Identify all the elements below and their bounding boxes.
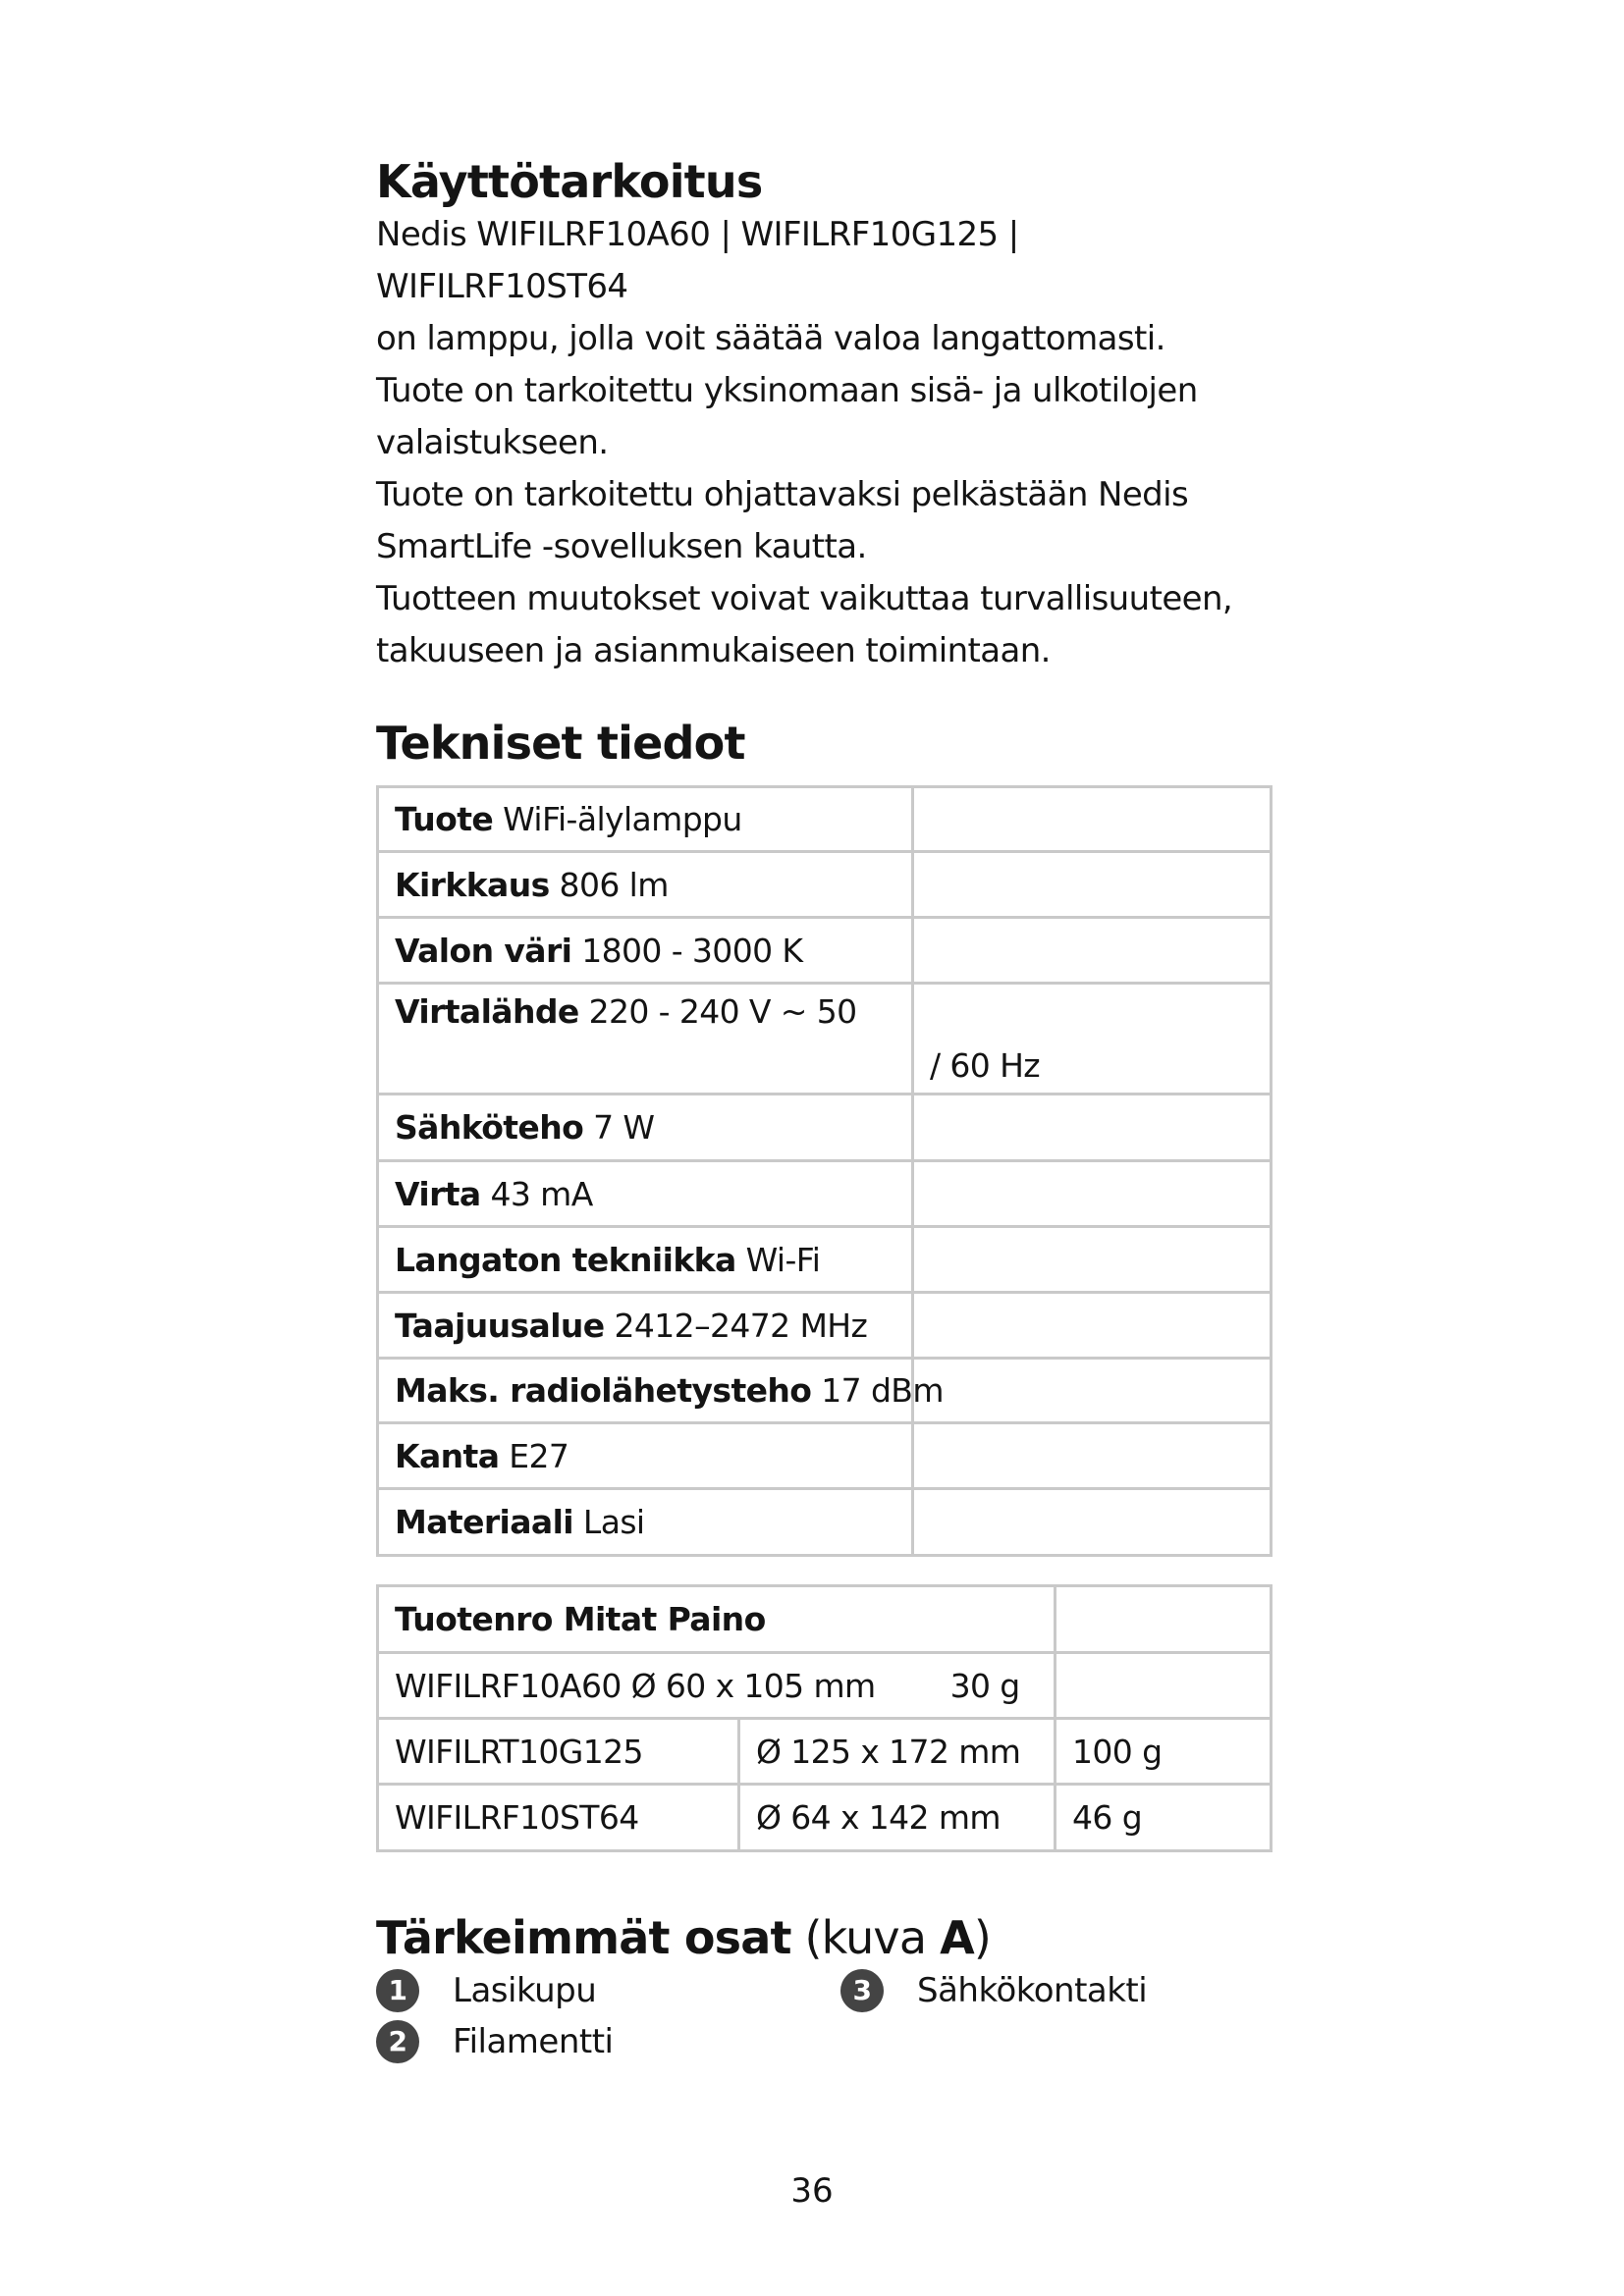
table-row xyxy=(378,1359,1272,1423)
table-row xyxy=(378,1095,1272,1161)
part-item xyxy=(840,1969,1147,2012)
spec-label: Virta xyxy=(395,1174,481,1213)
dimensions-table xyxy=(376,1584,1272,1852)
title-bold: Tärkeimmät osat xyxy=(376,1911,791,1965)
spec-extra xyxy=(913,1227,1272,1293)
spec-value: 17 dBm xyxy=(821,1371,944,1411)
dims-code-cell xyxy=(378,1653,1056,1719)
spec-extra xyxy=(913,1489,1272,1556)
spec-cell xyxy=(378,1489,913,1556)
spec-label: Sähköteho xyxy=(395,1108,584,1148)
spec-cell xyxy=(378,1095,913,1161)
text-line: valaistukseen. xyxy=(376,422,609,462)
text-line: on lamppu, jolla voit säätää valoa langattomasti. xyxy=(376,318,1165,358)
part-label: Lasikupu xyxy=(453,1970,597,2010)
table-row xyxy=(378,1227,1272,1293)
dims-weight: 30 g xyxy=(949,1666,1020,1705)
text-line: takuuseen ja asianmukaiseen toimintaan. xyxy=(376,630,1051,670)
spec-label: Maks. radiolähetysteho xyxy=(395,1371,812,1411)
table-row xyxy=(378,1719,1272,1785)
spec-label: Virtalähde xyxy=(395,992,579,1032)
table-row xyxy=(378,1489,1272,1556)
title-letter: A xyxy=(940,1911,974,1965)
text-line: Tuote on tarkoitettu yksinomaan sisä- ja ulkotilojen xyxy=(376,370,1198,410)
spec-value: WiFi-älylamppu xyxy=(503,800,742,839)
dims-header-empty xyxy=(1056,1586,1272,1653)
parts-list xyxy=(376,1969,1270,2077)
manual-page xyxy=(376,157,1270,2077)
spec-extra xyxy=(913,1293,1272,1359)
spec-value: Wi-Fi xyxy=(745,1240,821,1279)
text-line: SmartLife -sovelluksen kautta. xyxy=(376,526,867,566)
spec-extra xyxy=(913,1161,1272,1227)
spec-value: 1800 - 3000 K xyxy=(581,931,803,970)
dims-code: WIFILRT10G125 xyxy=(378,1719,739,1785)
spec-value: 806 lm xyxy=(559,865,669,904)
spec-extra xyxy=(913,918,1272,984)
intended-use-text xyxy=(376,209,1270,677)
spec-value: 43 mA xyxy=(490,1174,593,1213)
spec-label: Materiaali xyxy=(395,1503,574,1542)
spec-extra xyxy=(913,1423,1272,1489)
dims-size: Ø 64 x 142 mm xyxy=(739,1785,1056,1851)
spec-value: 2412–2472 MHz xyxy=(614,1306,868,1345)
spec-cell xyxy=(378,787,913,852)
title-close: ) xyxy=(973,1911,992,1965)
table-row xyxy=(378,787,1272,852)
spec-extra xyxy=(913,1095,1272,1161)
number-badge-icon: 1 xyxy=(376,1969,419,2012)
spec-cell xyxy=(378,1293,913,1359)
dims-code: WIFILRF10A60 Ø 60 x 105 mm xyxy=(395,1666,876,1705)
spec-label: Langaton tekniikka xyxy=(395,1240,736,1279)
part-item xyxy=(376,1969,596,2012)
dims-size: Ø 125 x 172 mm xyxy=(739,1719,1056,1785)
table-row xyxy=(378,984,1272,1095)
part-label: Sähkökontakti xyxy=(917,1970,1148,2010)
dims-empty xyxy=(1056,1653,1272,1719)
table-row xyxy=(378,1653,1272,1719)
spec-extra xyxy=(913,852,1272,918)
dims-code: WIFILRF10ST64 xyxy=(378,1785,739,1851)
section-title-specs: Tekniset tiedot xyxy=(376,716,745,770)
page-number: 36 xyxy=(790,2171,834,2211)
number-badge-icon: 2 xyxy=(376,2020,419,2063)
table-row xyxy=(378,1423,1272,1489)
spec-label: Kirkkaus xyxy=(395,865,550,904)
text-line: Tuote on tarkoitettu ohjattavaksi pelkästään Nedis xyxy=(376,474,1189,514)
table-header-row xyxy=(378,1586,1272,1653)
spec-cell xyxy=(378,852,913,918)
title-open: (kuva xyxy=(790,1911,941,1965)
part-label: Filamentti xyxy=(453,2021,614,2061)
spec-cell xyxy=(378,1423,913,1489)
spec-cell xyxy=(378,918,913,984)
text-line: Nedis WIFILRF10A60 | WIFILRF10G125 | WIFILRF10ST64 xyxy=(376,214,1019,306)
spec-label: Tuote xyxy=(395,800,494,839)
section-title-intended-use: Käyttötarkoitus xyxy=(376,155,763,208)
spec-label: Kanta xyxy=(395,1436,500,1475)
spec-cell xyxy=(378,1359,944,1423)
table-row xyxy=(378,1785,1272,1851)
part-item xyxy=(376,2020,614,2063)
spec-value: 220 - 240 V ~ 50 xyxy=(588,992,857,1032)
spec-extra xyxy=(913,787,1272,852)
table-row xyxy=(378,1293,1272,1359)
table-row xyxy=(378,918,1272,984)
spec-label: Taajuusalue xyxy=(395,1306,605,1345)
section-title-main-parts xyxy=(376,1913,1270,1963)
dims-weight: 46 g xyxy=(1056,1785,1272,1851)
dims-header: Tuotenro Mitat Paino xyxy=(378,1586,1056,1653)
spec-label: Valon väri xyxy=(395,931,572,970)
table-row xyxy=(378,852,1272,918)
number-badge-icon: 3 xyxy=(840,1969,884,2012)
spec-cell xyxy=(378,1161,913,1227)
spec-value: Lasi xyxy=(582,1503,645,1542)
spec-cell xyxy=(378,984,913,1095)
text-line: Tuotteen muutokset voivat vaikuttaa turvallisuuteen, xyxy=(376,578,1233,618)
spec-value: 7 W xyxy=(593,1108,655,1148)
spec-extra: / 60 Hz xyxy=(913,984,1272,1095)
table-row xyxy=(378,1161,1272,1227)
dims-weight: 100 g xyxy=(1056,1719,1272,1785)
spec-cell xyxy=(378,1227,913,1293)
spec-extra xyxy=(913,1359,1272,1423)
specs-table xyxy=(376,785,1272,1557)
spec-value: E27 xyxy=(509,1436,569,1475)
